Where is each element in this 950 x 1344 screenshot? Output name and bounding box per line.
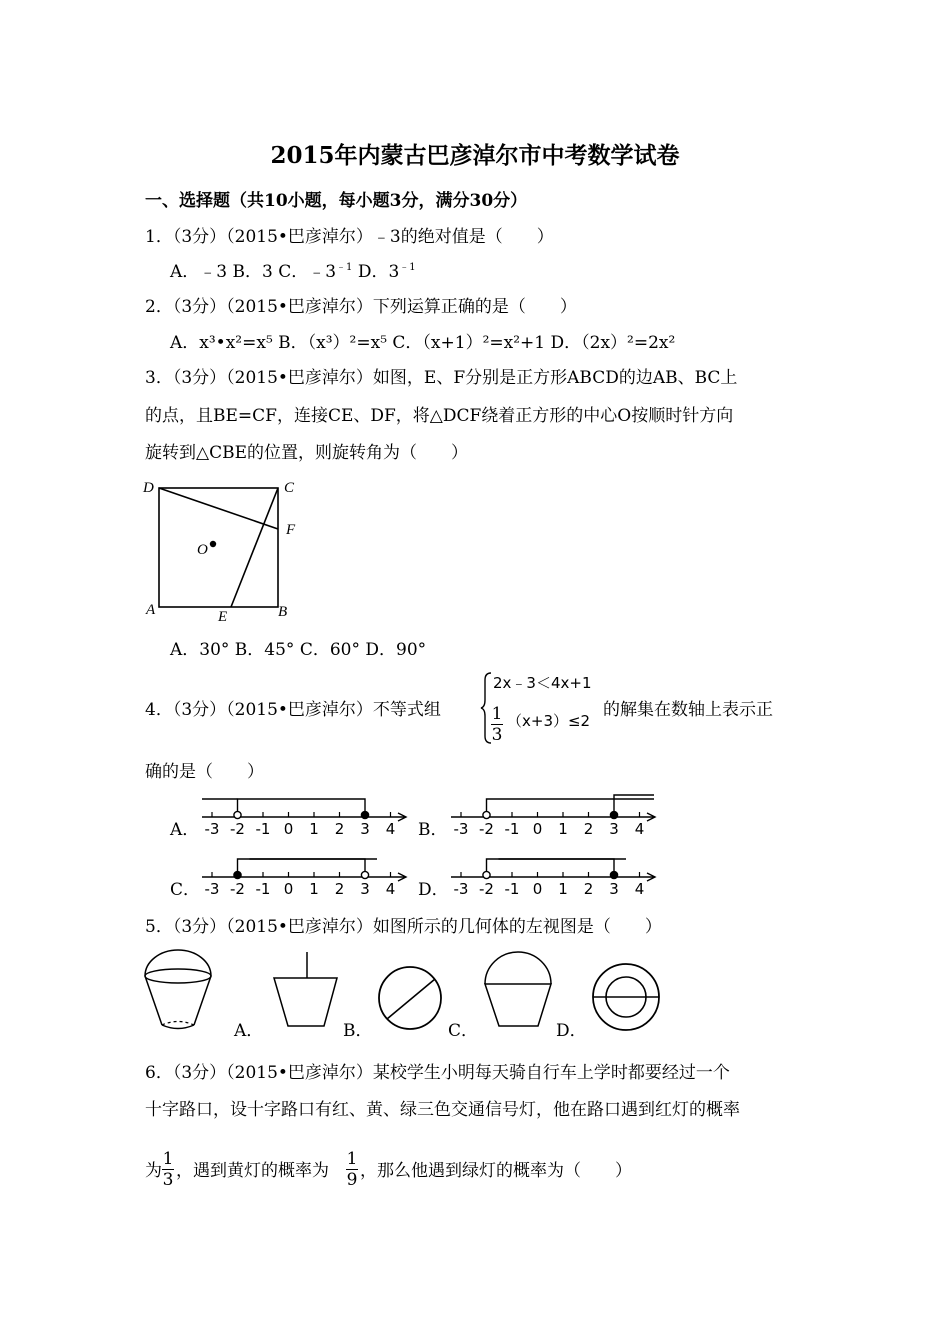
q5-label-c: C． (448, 1021, 479, 1041)
q4-label-c: C． (170, 880, 201, 900)
solution-bracket (487, 859, 615, 875)
q1-exp-c: ﹣1 (336, 262, 353, 273)
q6-line3-b: ，遇到黄灯的概率为 (176, 1161, 329, 1181)
tick-label: 2 (583, 820, 594, 838)
geometry-solid-figure (138, 948, 218, 1033)
solution-bracket (238, 799, 366, 815)
label-a: A (146, 602, 156, 618)
tick-label: 0 (532, 820, 543, 838)
q1-options-d: D．3 (352, 262, 400, 282)
q6-f2-num: 1 (346, 1149, 358, 1169)
q6-fraction-1 (162, 1150, 174, 1189)
number-line-d (449, 850, 659, 898)
tick-label: -1 (504, 880, 520, 898)
tick-label: 2 (583, 880, 594, 898)
q6-line3-a: 为 (145, 1161, 162, 1181)
section-heading: 一、选择题（共10小题，每小题3分，满分30分） (145, 191, 528, 211)
tick-label: -1 (255, 820, 271, 838)
q6-fraction-2 (346, 1150, 358, 1189)
q4-inequality-2: （x+3）≤2 (507, 712, 591, 730)
number-line-c (200, 850, 410, 898)
tick-label: 3 (360, 880, 370, 898)
q4-suffix: 的解集在数轴上表示正 (603, 700, 773, 720)
q4-inequality-1: 2x﹣3＜4x+1 (493, 674, 592, 692)
q1-stem: 1．（3分）（2015•巴彦淖尔）﹣3的绝对值是（ ） (145, 227, 554, 247)
page-title: 2015年内蒙古巴彦淖尔市中考数学试卷 (270, 142, 680, 169)
view-a-trapezoid (270, 950, 340, 1030)
square-figure (140, 478, 310, 625)
tick-label: -2 (230, 820, 245, 838)
q5-label-a: A． (234, 1021, 264, 1041)
tick-label: 0 (283, 880, 294, 898)
solution-bracket (238, 859, 366, 875)
tick-label: 1 (309, 820, 319, 838)
tick-label: 1 (558, 820, 568, 838)
tick-label: -1 (255, 880, 271, 898)
tick-label: -1 (504, 820, 520, 838)
q6-line2: 十字路口，设十字路口有红、黄、绿三色交通信号灯，他在路口遇到红灯的概率 (145, 1100, 740, 1120)
label-c: C (284, 480, 295, 496)
q1-options-abc: A．﹣3 B．3 C．﹣3 (170, 262, 337, 282)
tick-label: 3 (609, 880, 619, 898)
q2-stem: 2．（3分）（2015•巴彦淖尔）下列运算正确的是（ ） (145, 297, 577, 317)
tick-label: -2 (230, 880, 245, 898)
open-endpoint (234, 811, 241, 818)
q5-stem: 5．（3分）（2015•巴彦淖尔）如图所示的几何体的左视图是（ ） (145, 917, 662, 937)
q3-line2: 的点，且BE=CF，连接CE、DF，将△DCF绕着正方形的中心O按顺时针方向 (145, 406, 734, 426)
tick-label: -3 (204, 880, 220, 898)
q4-fraction (491, 705, 503, 744)
view-d-concentric-circles (589, 960, 664, 1035)
tick-label: 4 (385, 820, 396, 838)
closed-endpoint (610, 871, 617, 878)
q4-label-a: A． (170, 820, 200, 840)
center-point-o (210, 541, 216, 547)
view-c-dome-trapezoid (480, 950, 555, 1030)
q4-label-b: B． (418, 820, 448, 840)
q3-line1: 3．（3分）（2015•巴彦淖尔）如图，E、F分别是正方形ABCD的边AB、BC上 (145, 368, 738, 388)
tick-label: 4 (634, 880, 645, 898)
tick-label: 4 (634, 820, 645, 838)
closed-endpoint (234, 871, 241, 878)
segment-df (159, 488, 278, 529)
label-e: E (218, 609, 228, 625)
open-endpoint (361, 871, 368, 878)
q2-options: A．x³•x²=x⁵ B．（x³）²=x⁵ C．（x+1）²=x²+1 D．（2x）²=2x² (170, 333, 676, 353)
q4-line2: 确的是（ ） (145, 762, 264, 782)
number-line-a (200, 790, 410, 838)
tick-label: -3 (453, 880, 469, 898)
tick-label: -2 (479, 820, 494, 838)
solution-bracket (614, 795, 654, 815)
tick-label: 0 (283, 820, 294, 838)
open-endpoint (483, 871, 490, 878)
label-o: O (197, 542, 208, 558)
q1-exp-d: ﹣1 (399, 262, 416, 273)
tick-label: 0 (532, 880, 543, 898)
q4-frac-den: 3 (491, 725, 503, 745)
tick-label: -2 (479, 880, 494, 898)
tick-label: 1 (309, 880, 319, 898)
square-abcd (159, 488, 278, 607)
closed-endpoint (610, 811, 617, 818)
view-b-circle (375, 963, 445, 1033)
tick-label: 2 (334, 820, 345, 838)
q6-line1: 6．（3分）（2015•巴彦淖尔）某校学生小明每天骑自行车上学时都要经过一个 (145, 1063, 730, 1083)
tick-label: 2 (334, 880, 345, 898)
tick-label: 3 (360, 820, 370, 838)
tick-label: -3 (453, 820, 469, 838)
number-line-b (449, 790, 659, 838)
label-d: D (143, 480, 154, 496)
open-endpoint (483, 811, 490, 818)
q6-f1-num: 1 (162, 1149, 174, 1169)
label-f: F (286, 522, 296, 538)
q4-prefix: 4．（3分）（2015•巴彦淖尔）不等式组 (145, 700, 441, 720)
tick-label: -3 (204, 820, 220, 838)
tick-label: 3 (609, 820, 619, 838)
q4-label-d: D． (418, 880, 449, 900)
tick-label: 4 (385, 880, 396, 898)
q4-frac-num: 1 (491, 704, 503, 724)
q3-line3: 旋转到△CBE的位置，则旋转角为（ ） (145, 443, 468, 463)
label-b: B (278, 604, 288, 620)
q3-options: A．30° B．45° C．60° D．90° (170, 640, 427, 660)
q6-line3-c: ，那么他遇到绿灯的概率为（ ） (360, 1161, 632, 1181)
segment-ce (231, 488, 278, 607)
q5-label-b: B． (343, 1021, 373, 1041)
tick-label: 1 (558, 880, 568, 898)
closed-endpoint (361, 811, 368, 818)
q6-f2-den: 9 (346, 1170, 358, 1190)
q1-options (170, 262, 416, 282)
q5-label-d: D． (556, 1021, 587, 1041)
q6-f1-den: 3 (162, 1170, 174, 1190)
